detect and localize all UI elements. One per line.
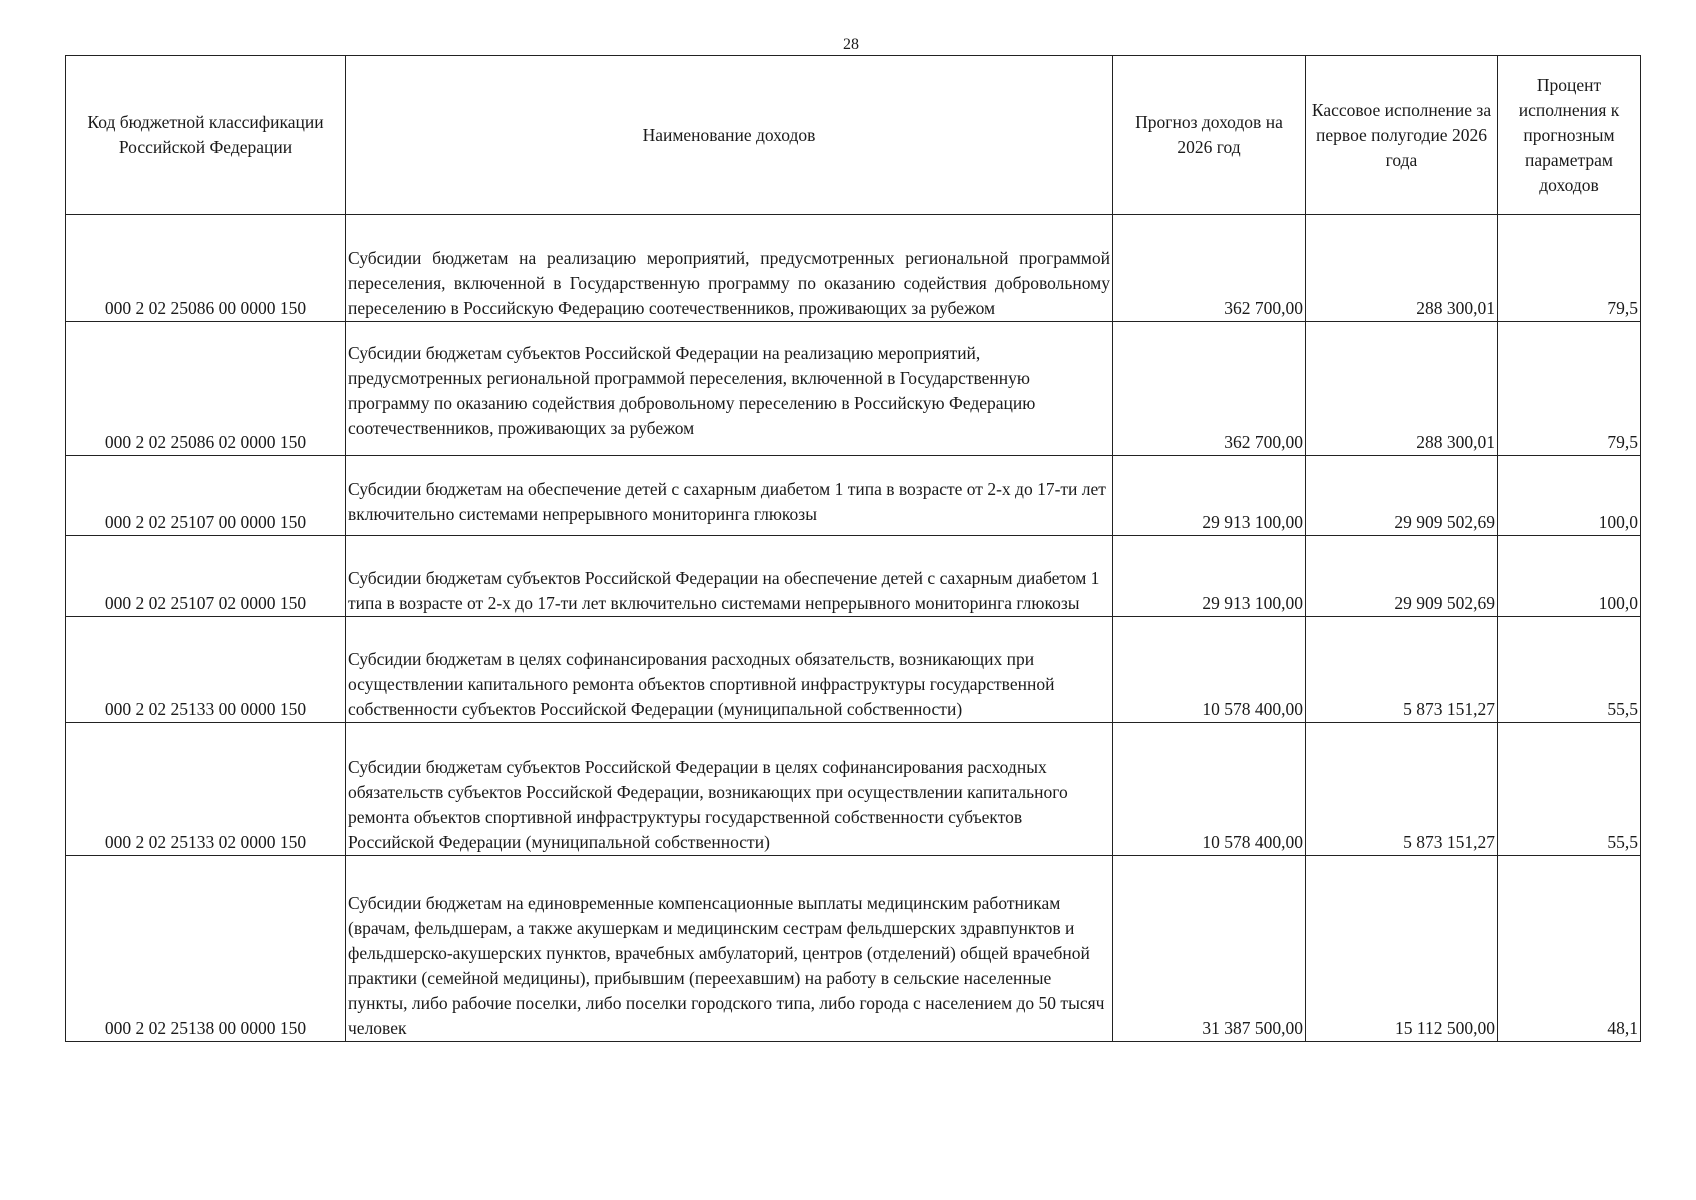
row-execution: 5 873 151,27	[1306, 617, 1498, 723]
header-execution: Кассовое исполнение за первое полугодие 2026 года	[1306, 56, 1498, 215]
row-name: Субсидии бюджетам субъектов Российской Федерации на обеспечение детей с сахарным диабетом 1 типа в возрасте от 2-х до 17-ти лет включительно системами непрерывного мониторинга глюкозы	[346, 536, 1113, 617]
table-row	[66, 456, 1641, 536]
row-percent: 100,0	[1498, 536, 1641, 617]
table-header-row	[66, 56, 1641, 215]
row-code: 000 2 02 25107 02 0000 150	[66, 536, 346, 617]
row-forecast: 31 387 500,00	[1113, 856, 1306, 1042]
row-forecast: 10 578 400,00	[1113, 723, 1306, 856]
row-execution: 29 909 502,69	[1306, 536, 1498, 617]
row-name: Субсидии бюджетам субъектов Российской Федерации в целях софинансирования расходных обязательств субъектов Российской Федерации, возникающих при осуществлении капитального ремонта объектов спортивной инфраструктуры государственной собственности субъектов Российской Федерации (муниципальной собственности)	[346, 723, 1113, 856]
row-percent: 55,5	[1498, 723, 1641, 856]
row-percent: 100,0	[1498, 456, 1641, 536]
row-name: Субсидии бюджетам в целях софинансирования расходных обязательств, возникающих при осуществлении капитального ремонта объектов спортивной инфраструктуры государственной собственности субъектов Российской Федерации (муниципальной собственности)	[346, 617, 1113, 723]
row-forecast: 10 578 400,00	[1113, 617, 1306, 723]
row-execution: 15 112 500,00	[1306, 856, 1498, 1042]
row-code: 000 2 02 25107 00 0000 150	[66, 456, 346, 536]
table-row	[66, 617, 1641, 723]
page-number: 28	[843, 36, 859, 53]
row-code: 000 2 02 25133 00 0000 150	[66, 617, 346, 723]
row-code: 000 2 02 25138 00 0000 150	[66, 856, 346, 1042]
row-name: Субсидии бюджетам субъектов Российской Федерации на реализацию мероприятий, предусмотренных региональной программой переселения, включенной в Государственную программу по оказанию содействия добровольному переселению в Российскую Федерацию соотечественников, проживающих за рубежом	[346, 322, 1113, 456]
table-row	[66, 723, 1641, 856]
income-table	[65, 55, 1641, 1042]
row-name: Субсидии бюджетам на единовременные компенсационные выплаты медицинским работникам (врачам, фельдшерам, а также акушеркам и медицинским сестрам фельдшерских здравпунктов и фельдшерско-акушерских пунктов, врачебных амбулаторий, центров (отделений) общей врачебной практики (семейной медицины), прибывшим (переехавшим) на работу в сельские населенные пункты, либо рабочие поселки, либо поселки городского типа, либо города с населением до 50 тысяч человек	[346, 856, 1113, 1042]
header-forecast: Прогноз доходов на 2026 год	[1113, 56, 1306, 215]
row-forecast: 29 913 100,00	[1113, 456, 1306, 536]
row-forecast: 362 700,00	[1113, 322, 1306, 456]
header-name: Наименование доходов	[346, 56, 1113, 215]
row-name: Субсидии бюджетам на реализацию мероприятий, предусмотренных региональной программой переселения, включенной в Государственную программу по оказанию содействия добровольному переселению в Российскую Федерацию соотечественников, проживающих за рубежом	[346, 215, 1113, 322]
row-execution: 29 909 502,69	[1306, 456, 1498, 536]
table-row	[66, 215, 1641, 322]
row-code: 000 2 02 25086 00 0000 150	[66, 215, 346, 322]
header-code: Код бюджетной классификации Российской Федерации	[66, 56, 346, 215]
row-execution: 288 300,01	[1306, 322, 1498, 456]
row-execution: 5 873 151,27	[1306, 723, 1498, 856]
row-forecast: 362 700,00	[1113, 215, 1306, 322]
row-code: 000 2 02 25133 02 0000 150	[66, 723, 346, 856]
row-forecast: 29 913 100,00	[1113, 536, 1306, 617]
row-percent: 48,1	[1498, 856, 1641, 1042]
table-row	[66, 536, 1641, 617]
row-execution: 288 300,01	[1306, 215, 1498, 322]
row-code: 000 2 02 25086 02 0000 150	[66, 322, 346, 456]
row-name: Субсидии бюджетам на обеспечение детей с сахарным диабетом 1 типа в возрасте от 2-х до 17-ти лет включительно системами непрерывного мониторинга глюкозы	[346, 456, 1113, 536]
row-percent: 55,5	[1498, 617, 1641, 723]
row-percent: 79,5	[1498, 322, 1641, 456]
header-percent: Процент исполнения к прогнозным параметрам доходов	[1498, 56, 1641, 215]
row-percent: 79,5	[1498, 215, 1641, 322]
table-row	[66, 856, 1641, 1042]
table-row	[66, 322, 1641, 456]
